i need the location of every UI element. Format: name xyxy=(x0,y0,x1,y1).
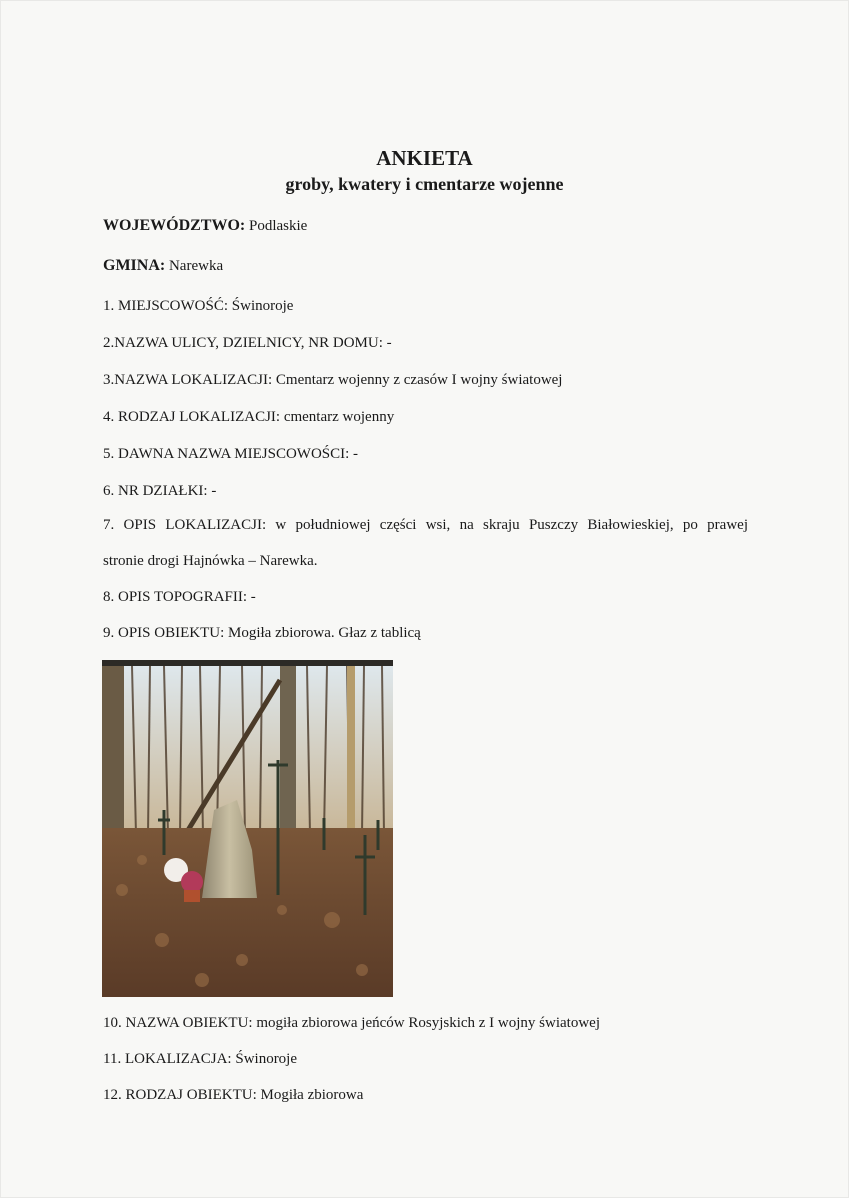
document-subtitle: groby, kwatery i cmentarze wojenne xyxy=(285,174,564,194)
item-rodzaj-lokalizacji: 4. RODZAJ LOKALIZACJI: cmentarz wojenny xyxy=(103,409,395,425)
document-title: ANKIETA xyxy=(376,146,473,170)
item-opis-lokalizacji-cont: stronie drogi Hajnówka – Narewka. xyxy=(103,553,318,569)
item-nazwa-obiektu: 10. NAZWA OBIEKTU: mogiła zbiorowa jeńców Rosyjskich z I wojny światowej xyxy=(103,1015,600,1031)
item-nr-dzialki: 6. NR DZIAŁKI: - xyxy=(103,483,217,499)
field-wojewodztwo xyxy=(103,217,307,235)
item-rodzaj-obiektu: 12. RODZAJ OBIEKTU: Mogiła zbiorowa xyxy=(103,1087,364,1103)
field-gmina-value: Narewka xyxy=(168,258,224,274)
item-opis-obiektu: 9. OPIS OBIEKTU: Mogiła zbiorowa. Głaz z tablicą xyxy=(103,625,421,641)
field-gmina xyxy=(103,257,223,275)
field-wojewodztwo-label: WOJEWÓDZTWO: xyxy=(103,217,246,234)
item-lokalizacja: 11. LOKALIZACJA: Świnoroje xyxy=(103,1051,298,1067)
field-wojewodztwo-value: Podlaskie xyxy=(248,218,308,234)
item-miejscowosc: 1. MIEJSCOWOŚĆ: Świnoroje xyxy=(103,298,294,314)
item-opis-lokalizacji: 7. OPIS LOKALIZACJI: w południowej części wsi, na skraju Puszczy Białowieskiej, po prawej xyxy=(103,517,748,533)
item-opis-topografii: 8. OPIS TOPOGRAFII: - xyxy=(103,589,256,605)
item-nazwa-lokalizacji: 3.NAZWA LOKALIZACJI: Cmentarz wojenny z czasów I wojny światowej xyxy=(103,372,563,388)
field-gmina-label: GMINA: xyxy=(103,257,166,274)
cemetery-photo xyxy=(102,660,393,997)
item-nazwa-ulicy: 2.NAZWA ULICY, DZIELNICY, NR DOMU: - xyxy=(103,335,392,351)
item-dawna-nazwa: 5. DAWNA NAZWA MIEJSCOWOŚCI: - xyxy=(103,446,359,462)
